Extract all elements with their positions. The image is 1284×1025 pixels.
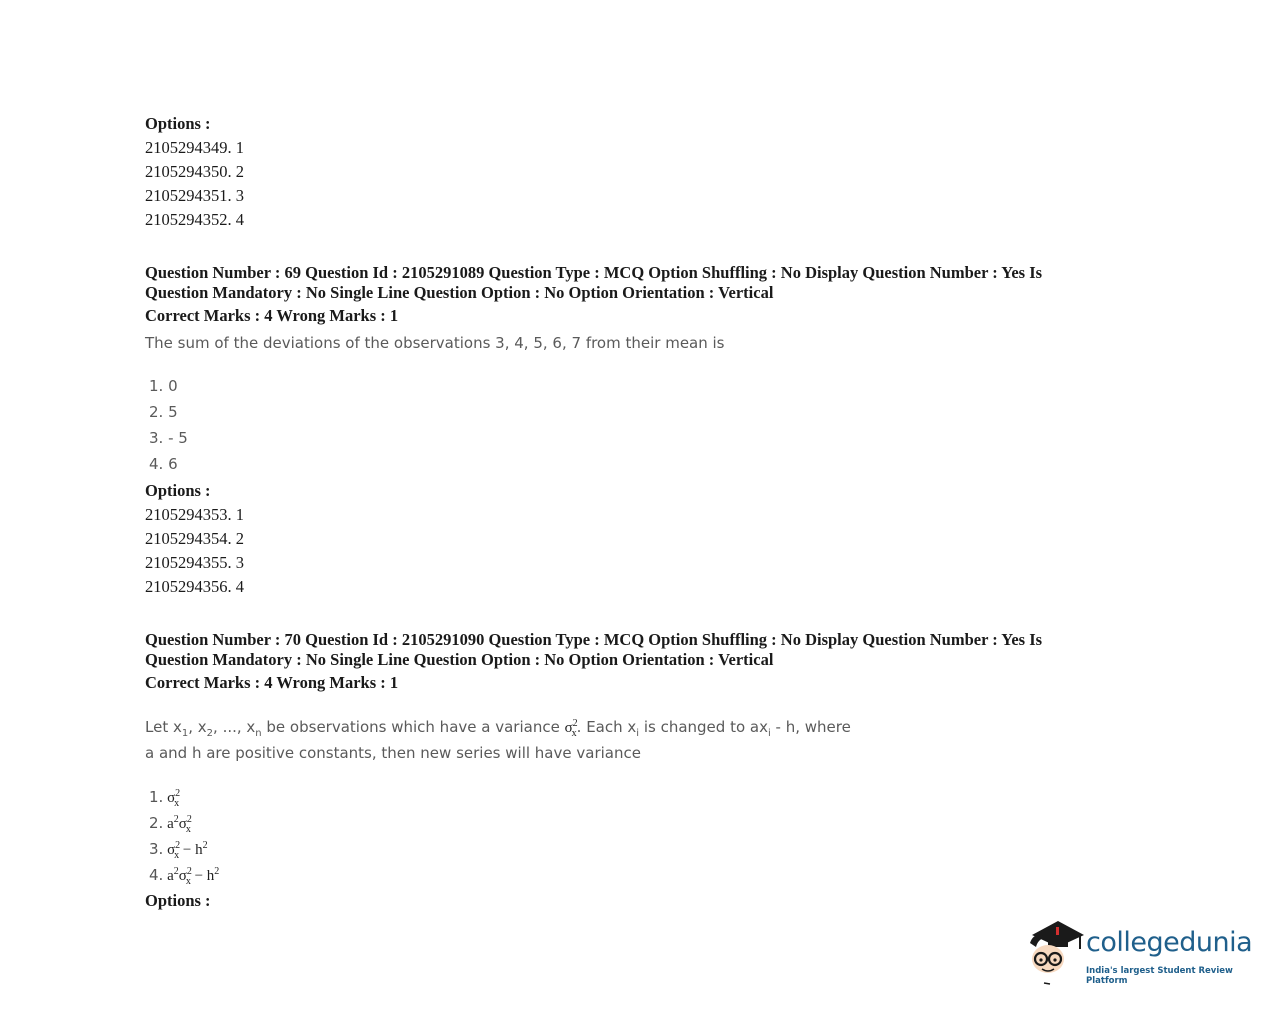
option-id-row: 2105294356. 4 xyxy=(145,577,244,596)
option-id-row: 2105294352. 4 xyxy=(145,210,244,229)
answer-choice: 1. $\sigma^2_x$ xyxy=(149,788,181,809)
option-id-row: 2105294350. 2 xyxy=(145,162,244,181)
question-meta-line: Question Number : 69 Question Id : 2105291089 Question Type : MCQ Option Shuffling : No Display Question Number : Yes Is xyxy=(145,263,1043,282)
question-marks: Correct Marks : 4 Wrong Marks : 1 xyxy=(145,673,399,692)
collegedunia-logo xyxy=(1024,917,1252,987)
logo-tagline: India's largest Student Review Platform xyxy=(1086,966,1233,986)
options-label: Options : xyxy=(145,481,211,500)
student-mascot-icon xyxy=(1024,917,1086,987)
question-meta-line: Question Mandatory : No Single Line Question Option : No Option Orientation : Vertical xyxy=(145,283,774,302)
option-id-row: 2105294355. 3 xyxy=(145,553,244,572)
question-text-line1: Let $x_1$, $x_2$, ..., $x_n$ be observations which have a variance $\sigma^2_x$. Each $x_i$ is changed to $ax_i$ - h, where xyxy=(145,718,851,739)
options-label: Options : xyxy=(145,891,211,910)
question-text-line2: a and h are positive constants, then new series will have variance xyxy=(145,744,641,762)
answer-choice: 4. 6 xyxy=(149,455,178,473)
question-marks: Correct Marks : 4 Wrong Marks : 1 xyxy=(145,306,399,325)
option-id-row: 2105294349. 1 xyxy=(145,138,244,157)
option-id-row: 2105294354. 2 xyxy=(145,529,244,548)
options-label: Options : xyxy=(145,114,211,133)
answer-choice: 2. 5 xyxy=(149,403,178,421)
answer-choice: 2. $a^2\sigma^2_x$ xyxy=(149,814,192,835)
option-id-row: 2105294353. 1 xyxy=(145,505,244,524)
answer-choice: 4. $a^2\sigma^2_x - h^2$ xyxy=(149,866,220,887)
answer-choice: 1. 0 xyxy=(149,377,178,395)
question-meta-line: Question Mandatory : No Single Line Question Option : No Option Orientation : Vertical xyxy=(145,650,774,669)
answer-choice: 3. $\sigma^2_x - h^2$ xyxy=(149,840,208,861)
question-text: The sum of the deviations of the observations 3, 4, 5, 6, 7 from their mean is xyxy=(145,334,725,352)
question-meta-line: Question Number : 70 Question Id : 2105291090 Question Type : MCQ Option Shuffling : No Display Question Number : Yes Is xyxy=(145,630,1043,649)
logo-wordmark: collegedunia xyxy=(1086,927,1253,958)
option-id-row: 2105294351. 3 xyxy=(145,186,244,205)
answer-choice: 3. - 5 xyxy=(149,429,188,447)
